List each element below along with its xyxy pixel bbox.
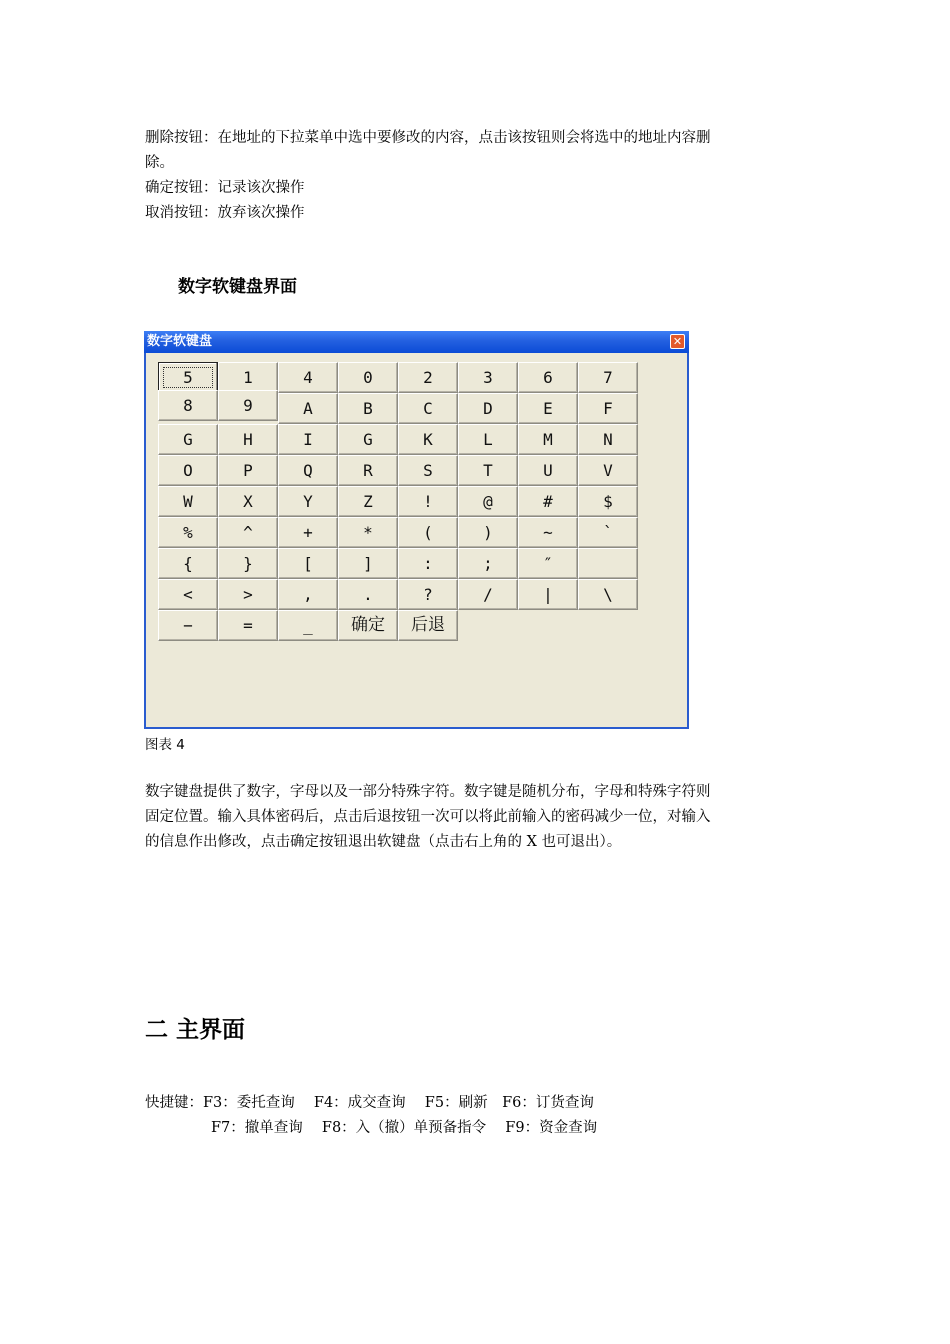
- keyboard-key[interactable]: K: [398, 424, 458, 455]
- keyboard-key[interactable]: ″: [518, 548, 578, 579]
- keyboard-key[interactable]: <: [158, 579, 218, 610]
- description-line-2: 固定位置。输入具体密码后，点击后退按钮一次可以将此前输入的密码减少一位，对输入: [145, 809, 711, 825]
- keyboard-key[interactable]: N: [578, 424, 638, 455]
- keyboard-key[interactable]: @: [458, 486, 518, 517]
- keyboard-key[interactable]: S: [398, 455, 458, 486]
- intro-line-1: 删除按钮：在地址的下拉菜单中选中要修改的内容，点击该按钮则会将选中的地址内容删: [145, 130, 711, 146]
- keyboard-key[interactable]: 0: [338, 362, 398, 393]
- keyboard-key[interactable]: }: [218, 548, 278, 579]
- keyboard-key[interactable]: $: [578, 486, 638, 517]
- keyboard-key[interactable]: M: [518, 424, 578, 455]
- keyboard-key[interactable]: /: [458, 579, 518, 610]
- keyboard-key[interactable]: `: [578, 517, 638, 548]
- keyboard-key[interactable]: >: [218, 579, 278, 610]
- intro-line-3: 确定按钮：记录该次操作: [145, 180, 305, 196]
- intro-line-4: 取消按钮：放弃该次操作: [145, 205, 305, 221]
- keyboard-key[interactable]: ~: [518, 517, 578, 548]
- keyboard-key[interactable]: T: [458, 455, 518, 486]
- keyboard-key[interactable]: ?: [398, 579, 458, 610]
- keyboard-key[interactable]: [: [278, 548, 338, 579]
- keyboard-key[interactable]: 1: [218, 362, 278, 393]
- keyboard-key[interactable]: I: [278, 424, 338, 455]
- intro-line-2: 除。: [145, 155, 174, 171]
- keyboard-key[interactable]: −: [158, 610, 218, 641]
- keyboard-key[interactable]: Q: [278, 455, 338, 486]
- keyboard-key[interactable]: 6: [518, 362, 578, 393]
- keyboard-key[interactable]: G: [338, 424, 398, 455]
- window-title: 数字软键盘: [147, 334, 213, 349]
- shortcuts-line-2: F7：撤单查询 F8：入（撤）单预备指令 F9：资金查询: [211, 1120, 598, 1136]
- keyboard-key[interactable]: |: [518, 579, 578, 610]
- keyboard-key[interactable]: O: [158, 455, 218, 486]
- keyboard-key[interactable]: ): [458, 517, 518, 548]
- keyboard-key[interactable]: #: [518, 486, 578, 517]
- keyboard-key[interactable]: P: [218, 455, 278, 486]
- keyboard-key[interactable]: E: [518, 393, 578, 424]
- keyboard-key[interactable]: (: [398, 517, 458, 548]
- keyboard-key[interactable]: A: [278, 393, 338, 424]
- main-heading: 二 主界面: [145, 1017, 246, 1043]
- confirm-key[interactable]: 确定: [338, 610, 398, 641]
- keyboard-key[interactable]: 5: [158, 362, 218, 393]
- keyboard-key[interactable]: ]: [338, 548, 398, 579]
- keyboard-key[interactable]: 4: [278, 362, 338, 393]
- figure-caption: 图表 4: [145, 737, 185, 753]
- keyboard-key[interactable]: %: [158, 517, 218, 548]
- keyboard-key[interactable]: X: [218, 486, 278, 517]
- keyboard-key[interactable]: W: [158, 486, 218, 517]
- description-line-3: 的信息作出修改，点击确定按钮退出软键盘（点击右上角的 X 也可退出）。: [145, 834, 622, 850]
- keyboard-key[interactable]: C: [398, 393, 458, 424]
- window-titlebar[interactable]: [144, 331, 689, 353]
- keyboard-key[interactable]: Z: [338, 486, 398, 517]
- keyboard-key[interactable]: =: [218, 610, 278, 641]
- keyboard-key[interactable]: 8: [158, 390, 218, 421]
- keyboard-key[interactable]: :: [398, 548, 458, 579]
- keyboard-key[interactable]: +: [278, 517, 338, 548]
- keyboard-key[interactable]: 9: [218, 390, 278, 421]
- keyboard-key[interactable]: .: [338, 579, 398, 610]
- keyboard-key[interactable]: 3: [458, 362, 518, 393]
- keyboard-key[interactable]: R: [338, 455, 398, 486]
- shortcuts-line-1: 快捷键：F3：委托查询 F4：成交查询 F5：刷新 F6：订货查询: [145, 1095, 594, 1111]
- keyboard-key[interactable]: L: [458, 424, 518, 455]
- close-icon[interactable]: ✕: [670, 334, 685, 349]
- keyboard-key[interactable]: Y: [278, 486, 338, 517]
- keyboard-key[interactable]: {: [158, 548, 218, 579]
- keyboard-key[interactable]: D: [458, 393, 518, 424]
- keyboard-key[interactable]: _: [278, 610, 338, 641]
- keyboard-key[interactable]: U: [518, 455, 578, 486]
- keyboard-key[interactable]: H: [218, 424, 278, 455]
- keyboard-key[interactable]: \: [578, 579, 638, 610]
- keyboard-key[interactable]: V: [578, 455, 638, 486]
- keyboard-key[interactable]: *: [338, 517, 398, 548]
- keyboard-key[interactable]: B: [338, 393, 398, 424]
- keyboard-key[interactable]: ^: [218, 517, 278, 548]
- keyboard-key[interactable]: ;: [458, 548, 518, 579]
- keyboard-key[interactable]: F: [578, 393, 638, 424]
- keyboard-key[interactable]: G: [158, 424, 218, 455]
- keyboard-key[interactable]: ,: [278, 579, 338, 610]
- section-heading: 数字软键盘界面: [178, 277, 297, 297]
- description-line-1: 数字键盘提供了数字，字母以及一部分特殊字符。数字键是随机分布，字母和特殊字符则: [145, 784, 711, 800]
- keyboard-key[interactable]: 2: [398, 362, 458, 393]
- backspace-key[interactable]: 后退: [398, 610, 458, 641]
- keyboard-key[interactable]: [578, 548, 638, 579]
- soft-keyboard-window: [144, 331, 689, 729]
- keyboard-key[interactable]: !: [398, 486, 458, 517]
- keyboard-key[interactable]: 7: [578, 362, 638, 393]
